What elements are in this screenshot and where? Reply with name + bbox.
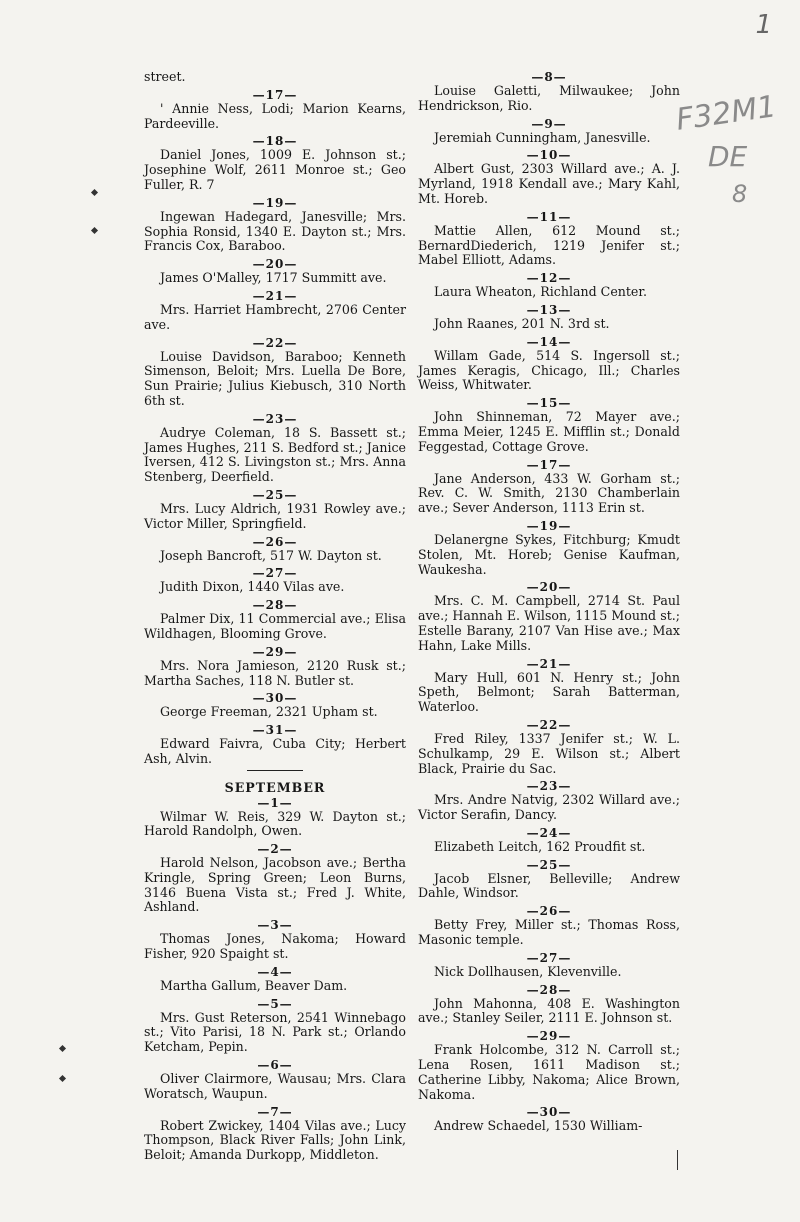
birthday-entry: Betty Frey, Miller st.; Thomas Ross, Masonic temple. [418, 917, 680, 948]
august-entries [144, 88, 406, 767]
day-number: —11— [526, 209, 572, 224]
birthday-entry: Daniel Jones, 1009 E. Johnson st.; Josephine Wolf, 2611 Monroe st.; Geo Fuller, R. 7 [144, 147, 406, 192]
day-number: —6— [257, 1058, 293, 1073]
birthday-entry: Mrs. Andre Natvig, 2302 Willard ave.; Victor Serafin, Dancy. [418, 792, 680, 823]
day-number: —27— [252, 566, 298, 581]
day-number: —17— [526, 457, 572, 472]
day-number: —28— [526, 982, 572, 997]
birthday-entry: James O'Malley, 1717 Summitt ave. [160, 270, 387, 286]
birthday-entry: Mrs. Nora Jamieson, 2120 Rusk st.; Martha Saches, 118 N. Butler st. [144, 657, 406, 688]
birthday-entry: Edward Faivra, Cuba City; Herbert Ash, Alvin. [144, 736, 406, 766]
day-number: —17— [252, 87, 298, 102]
birthday-entry: John Mahonna, 408 E. Washington ave.; Stanley Seiler, 2111 E. Johnson st. [418, 995, 680, 1026]
birthday-entry: Wilmar W. Reis, 329 W. Dayton st.; Harold Randolph, Owen. [144, 808, 406, 839]
section-divider [247, 770, 303, 771]
birthday-entry: Delanergne Sykes, Fitchburg; Kmudt Stolen, Mt. Horeb; Genise Kaufman, Waukesha. [418, 531, 680, 577]
opening-line: street. [144, 69, 186, 84]
margin-bullet [91, 189, 98, 196]
day-number: —23— [526, 779, 572, 794]
month-heading: SEPTEMBER [224, 779, 326, 795]
birthday-entry: Judith Dixon, 1440 Vilas ave. [160, 579, 345, 595]
day-number: —25— [526, 857, 572, 872]
birthday-entry: Joseph Bancroft, 517 W. Dayton st. [160, 547, 382, 563]
birthday-entry: Mrs. Gust Reterson, 2541 Winnebago st.; Vito Parisi, 18 N. Park st.; Orlando Ketcham, Pepin. [144, 1009, 406, 1055]
day-number: —5— [257, 996, 293, 1011]
birthday-entry: Mrs. Lucy Aldrich, 1931 Rowley ave.; Victor Miller, Springfield. [144, 500, 406, 531]
day-number: —29— [526, 1029, 572, 1044]
day-number: —19— [526, 518, 572, 533]
birthday-entry: Louise Galetti, Milwaukee; John Hendrickson, Rio. [418, 83, 680, 113]
day-number: —18— [252, 134, 298, 149]
day-number: —30— [252, 691, 298, 706]
day-number: —21— [526, 656, 572, 671]
left-column [144, 70, 406, 1166]
birthday-entry: Mary Hull, 601 N. Henry st.; John Speth, Belmont; Sarah Batterman, Waterloo. [418, 669, 680, 715]
birthday-entry: Albert Gust, 2303 Willard ave.; A. J. Myrland, 1918 Kendall ave.; Mary Kahl, Mt. Horeb. [418, 161, 680, 206]
handwritten-note-c: 8 [732, 180, 748, 208]
birthday-entry: Andrew Schaedel, 1530 William- [434, 1118, 643, 1134]
right-entries [418, 70, 680, 1134]
right-column [418, 70, 680, 1137]
birthday-entry: Mattie Allen, 612 Mound st.; BernardDiederich, 1219 Jenifer st.; Mabel Elliott, Adams. [418, 222, 680, 268]
day-number: —9— [531, 116, 567, 131]
handwritten-note-a: F32M1 [674, 89, 779, 138]
day-number: —4— [257, 964, 293, 979]
birthday-entry: George Freeman, 2321 Upham st. [160, 704, 378, 720]
birthday-entry: Jacob Elsner, Belleville; Andrew Dahle, Windsor. [418, 870, 680, 901]
birthday-entry: Laura Wheaton, Richland Center. [434, 284, 648, 300]
margin-bullet [59, 1045, 66, 1052]
day-number: —20— [526, 580, 572, 595]
birthday-entry: Frank Holcombe, 312 N. Carroll st.; Lena Rosen, 1611 Madison st.; Catherine Libby, Nakoma; Alice Brown, Nakoma. [418, 1042, 680, 1102]
birthday-entry: Oliver Clairmore, Wausau; Mrs. Clara Woratsch, Waupun. [144, 1071, 406, 1101]
birthday-entry: Thomas Jones, Nakoma; Howard Fisher, 920 Spaight st. [144, 931, 406, 962]
birthday-entry: Jane Anderson, 433 W. Gorham st.; Rev. C. W. Smith, 2130 Chamberlain ave.; Sever Anderson, 1113 Erin st. [418, 470, 680, 516]
handwritten-note-b: DE [708, 140, 748, 173]
birthday-entry: Palmer Dix, 11 Commercial ave.; Elisa Wildhagen, Blooming Grove. [144, 611, 406, 641]
margin-bullet [59, 1075, 66, 1082]
day-number: —14— [526, 334, 572, 349]
birthday-entry: John Raanes, 201 N. 3rd st. [434, 315, 610, 331]
birthday-entry: Robert Zwickey, 1404 Vilas ave.; Lucy Thompson, Black River Falls; John Link, Beloit; Amanda Durkopp, Middleton. [144, 1117, 406, 1163]
day-number: —24— [526, 825, 572, 840]
day-number: —7— [257, 1104, 293, 1119]
day-number: —1— [257, 795, 293, 810]
day-number: —29— [252, 644, 298, 659]
day-number: —3— [257, 918, 293, 933]
birthday-entry: Audrye Coleman, 18 S. Bassett st.; James Hughes, 211 S. Bedford st.; Janice Iversen, 412 S. Livingston st.; Mrs. Anna Stenberg, Deerfield. [144, 424, 406, 485]
birthday-entry: John Shinneman, 72 Mayer ave.; Emma Meier, 1245 E. Mifflin st.; Donald Feggestad, Cottage Grove. [418, 409, 680, 454]
handwritten-page-number: 1 [755, 10, 772, 40]
day-number: —23— [252, 411, 298, 426]
birthday-entry: Fred Riley, 1337 Jenifer st.; W. L. Schulkamp, 29 E. Wilson st.; Albert Black, Prairie du Sac. [418, 730, 680, 776]
margin-mark [677, 1150, 678, 1170]
day-number: —31— [252, 723, 298, 738]
day-number: —2— [257, 842, 293, 857]
birthday-entry: Harold Nelson, Jacobson ave.; Bertha Kringle, Spring Green; Leon Burns, 3146 Buena Vista st.; Fred J. White, Ashland. [144, 855, 406, 915]
day-number: —26— [252, 534, 298, 549]
birthday-entry: Willam Gade, 514 S. Ingersoll st.; James Keragis, Chicago, Ill.; Charles Weiss, Whitwater. [418, 347, 680, 393]
day-number: —19— [252, 195, 298, 210]
september-entries [144, 796, 406, 1164]
birthday-entry: Louise Davidson, Baraboo; Kenneth Simenson, Beloit; Mrs. Luella De Bore, Sun Prairie; Julius Kiebusch, 310 North 6th st. [144, 348, 406, 408]
day-number: —15— [526, 396, 572, 411]
day-number: —12— [526, 271, 572, 286]
day-number: —10— [526, 148, 572, 163]
birthday-entry: Jeremiah Cunningham, Janesville. [434, 129, 651, 145]
margin-bullet [91, 227, 98, 234]
birthday-entry: Elizabeth Leitch, 162 Proudfit st. [434, 838, 646, 854]
day-number: —22— [252, 335, 298, 350]
day-number: —28— [252, 598, 298, 613]
day-number: —8— [531, 70, 567, 84]
day-number: —26— [526, 904, 572, 919]
birthday-entry: Nick Dollhausen, Klevenville. [434, 963, 622, 979]
birthday-entry: Martha Gallum, Beaver Dam. [160, 977, 348, 993]
day-number: —20— [252, 257, 298, 272]
day-number: —25— [252, 487, 298, 502]
day-number: —13— [526, 302, 572, 317]
birthday-entry: Ingewan Hadegard, Janesville; Mrs. Sophia Ronsid, 1340 E. Dayton st.; Mrs. Francis Cox, Baraboo. [144, 208, 406, 254]
day-number: —27— [526, 950, 572, 965]
birthday-entry: ' Annie Ness, Lodi; Marion Kearns, Pardeeville. [144, 100, 406, 131]
day-number: —22— [526, 717, 572, 732]
day-number: —21— [252, 288, 298, 303]
day-number: —30— [526, 1105, 572, 1120]
birthday-entry: Mrs. Harriet Hambrecht, 2706 Center ave. [144, 301, 406, 332]
birthday-entry: Mrs. C. M. Campbell, 2714 St. Paul ave.; Hannah E. Wilson, 1115 Mound st.; Estelle Barany, 2107 Van Hise ave.; Max Hahn, Lake Mills. [418, 593, 680, 653]
